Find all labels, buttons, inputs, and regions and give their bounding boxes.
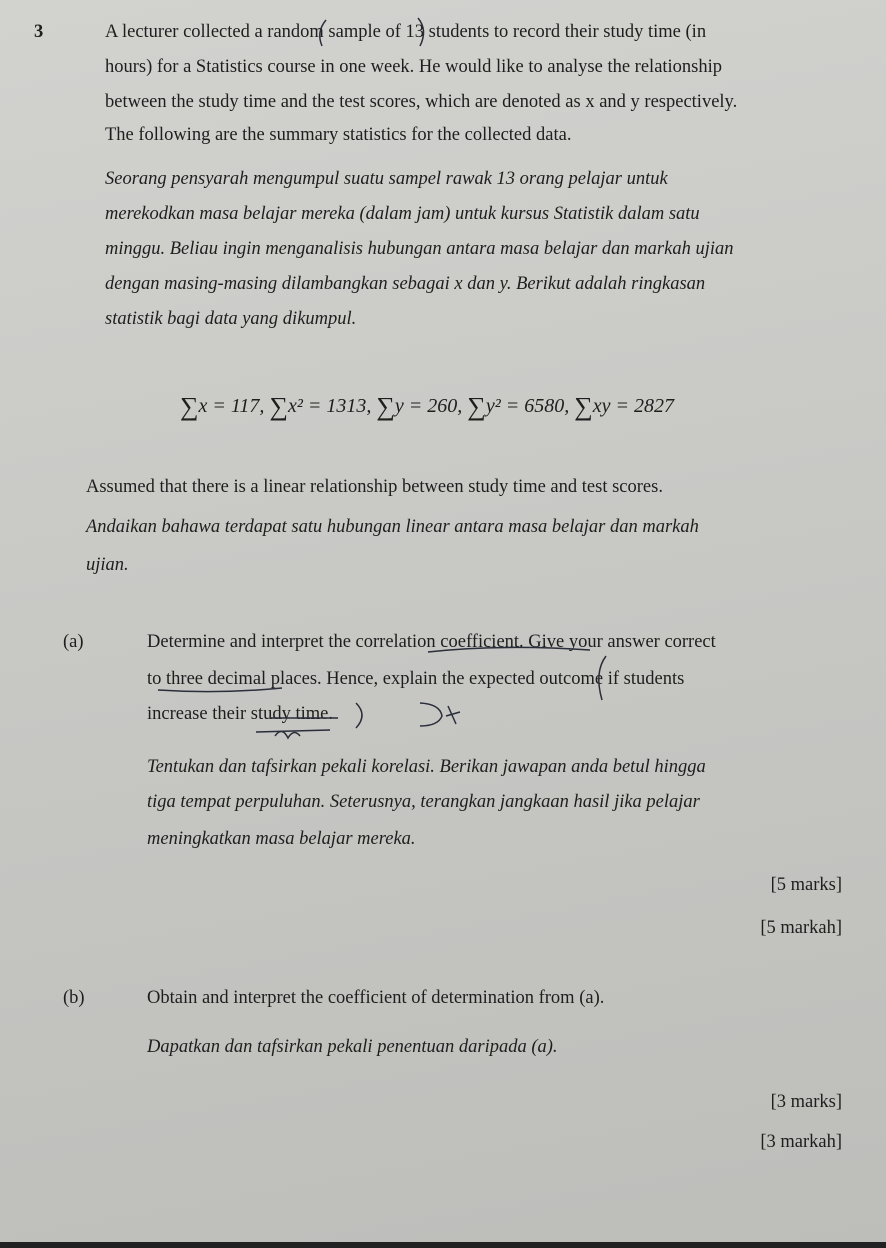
sigma-icon: ∑ [376, 392, 395, 421]
part-a-ms-line: Tentukan dan tafsirkan pekali korelasi. Berikan jawapan anda betul hingga [147, 757, 706, 777]
intro-en-line: between the study time and the test scores, which are denoted as x and y respectively. [105, 92, 738, 112]
handwritten-mark [446, 706, 460, 724]
part-b-marks-en: [3 marks] [770, 1092, 842, 1112]
part-a-marks-en: [5 marks] [770, 875, 842, 895]
handwritten-arrow [420, 703, 442, 726]
stat-sum-xy: xy = 2827 [592, 395, 674, 417]
summary-statistics [180, 392, 674, 422]
intro-ms-line: minggu. Beliau ingin menganalisis hubungan antara masa belajar dan markah ujian [105, 239, 734, 259]
assumption-en: Assumed that there is a linear relationship between study time and test scores. [86, 477, 663, 497]
intro-ms-line: dengan masing-masing dilambangkan sebagai x dan y. Berikut adalah ringkasan [105, 274, 706, 294]
photo-edge [0, 1242, 886, 1248]
part-a-en-line: Determine and interpret the correlation coefficient. Give your answer correct [147, 632, 716, 652]
stat-sum-x2: x² = 1313, [287, 395, 372, 417]
stat-sum-y: y = 260, [394, 395, 463, 417]
part-a-en-line: to three decimal places. Hence, explain the expected outcome if students [147, 669, 685, 689]
intro-en-line: The following are the summary statistics for the collected data. [105, 125, 572, 145]
sigma-icon: ∑ [574, 392, 593, 421]
part-b-en: Obtain and interpret the coefficient of determination from (a). [147, 988, 605, 1008]
sigma-icon: ∑ [269, 392, 288, 421]
part-a-ms-line: tiga tempat perpuluhan. Seterusnya, terangkan jangkaan hasil jika pelajar [147, 792, 700, 812]
handwritten-mark [275, 731, 300, 738]
sigma-icon: ∑ [180, 392, 199, 421]
intro-en-line: A lecturer collected a random sample of 13 students to record their study time (in [105, 22, 707, 42]
question-number: 3 [34, 22, 44, 42]
intro-ms-line: merekodkan masa belajar mereka (dalam jam) untuk kursus Statistik dalam satu [105, 204, 700, 224]
part-a-marks-ms: [5 markah] [760, 918, 842, 938]
handwritten-underline [256, 730, 330, 732]
handwritten-bracket [356, 703, 362, 728]
stat-sum-x: x = 117, [198, 395, 265, 417]
sigma-icon: ∑ [467, 392, 486, 421]
part-a-ms-line: meningkatkan masa belajar mereka. [147, 829, 416, 849]
stat-sum-y2: y² = 6580, [485, 395, 570, 417]
intro-en-line: hours) for a Statistics course in one week. He would like to analyse the relationship [105, 57, 723, 77]
part-b-ms: Dapatkan dan tafsirkan pekali penentuan daripada (a). [147, 1037, 558, 1057]
intro-ms-line: Seorang pensyarah mengumpul suatu sampel rawak 13 orang pelajar untuk [105, 169, 668, 189]
part-a-en-line: increase their study time. [147, 704, 333, 724]
assumption-ms-line: ujian. [86, 555, 129, 575]
part-b-marks-ms: [3 markah] [760, 1132, 842, 1152]
part-a-label: (a) [63, 632, 84, 652]
part-b-label: (b) [63, 988, 85, 1008]
intro-ms-line: statistik bagi data yang dikumpul. [105, 309, 357, 329]
assumption-ms-line: Andaikan bahawa terdapat satu hubungan linear antara masa belajar dan markah [86, 517, 699, 537]
